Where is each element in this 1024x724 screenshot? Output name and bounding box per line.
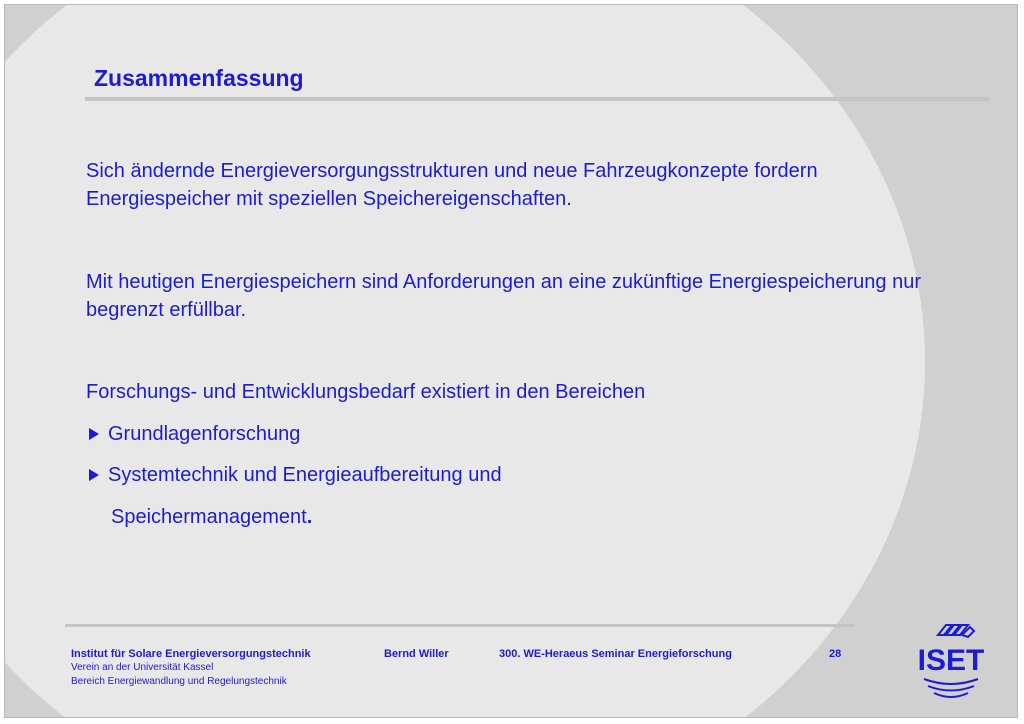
bullet-continuation-period: . xyxy=(306,506,313,528)
slide xyxy=(4,4,1018,718)
footer-verein: Verein an der Universität Kassel xyxy=(71,662,214,673)
triangle-bullet-icon xyxy=(89,469,99,481)
footer-divider xyxy=(65,624,855,627)
slide-background xyxy=(5,5,1018,718)
footer-institute: Institut für Solare Energieversorgungstechnik xyxy=(71,648,311,660)
triangle-bullet-icon xyxy=(89,428,99,440)
bullet-text: Systemtechnik und Energieaufbereitung und xyxy=(108,464,502,486)
footer-bereich: Bereich Energiewandlung und Regelungstechnik xyxy=(71,676,287,687)
footer-author: Bernd Willer xyxy=(384,648,449,660)
iset-logo xyxy=(916,623,986,701)
paragraph-1: Sich ändernde Energieversorgungsstrukturen und neue Fahrzeugkonzepte fordern Energiespeicher mit speziellen Speichereigenschaften. xyxy=(86,160,818,210)
bullet-text: Grundlagenforschung xyxy=(108,423,301,445)
paragraph-3: Forschungs- und Entwicklungsbedarf existiert in den Bereichen xyxy=(86,381,646,403)
bullet-item-1 xyxy=(89,420,300,448)
title-divider xyxy=(85,97,990,101)
footer-seminar: 300. WE-Heraeus Seminar Energieforschung xyxy=(499,648,732,660)
page-number: 28 xyxy=(829,648,842,660)
slide-title: Zusammenfassung xyxy=(94,65,304,91)
bullet-item-2-continuation xyxy=(111,503,312,531)
logo-text: ISET xyxy=(917,644,985,677)
paragraph-2: Mit heutigen Energiespeichern sind Anforderungen an eine zukünftige Energiespeicherung nur begrenzt erfüllbar. xyxy=(86,271,922,321)
bullet-continuation-text: Speichermanagement xyxy=(111,506,307,528)
bullet-item-2 xyxy=(89,461,502,489)
